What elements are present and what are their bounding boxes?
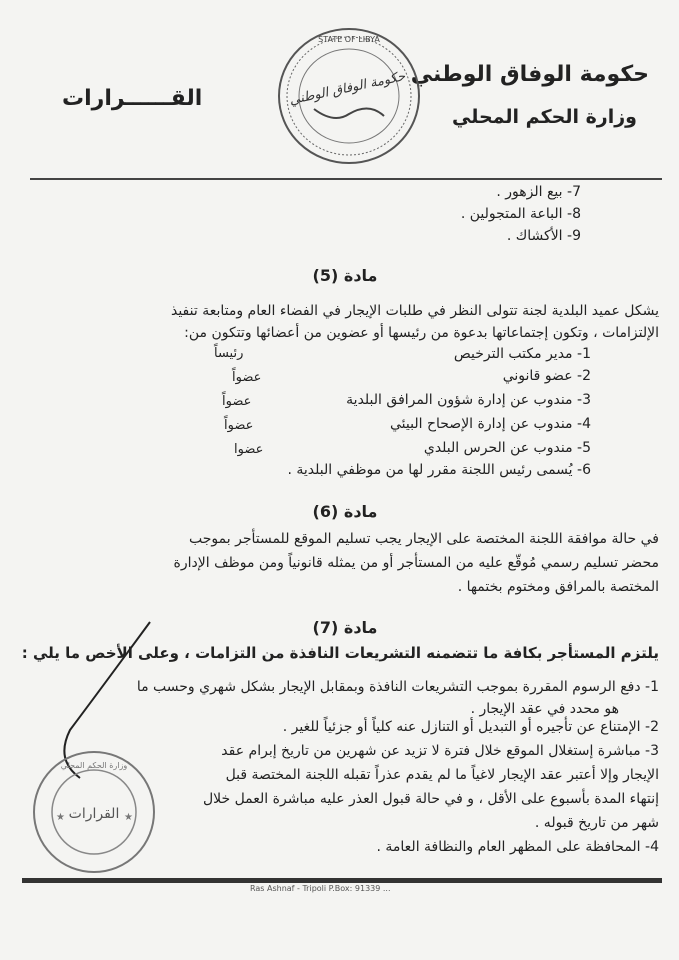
ministry-name: وزارة الحكم المحلي [452,106,637,128]
committee-member: 2- عضو قانوني [502,368,591,384]
section-title: القــــــرارات [62,86,203,111]
list-item: 9- الأكشاك . [506,228,581,244]
article-6-line3: المختصة بالمرافق ومختوم بختمها . [457,579,659,595]
stamp-ring-text: وزارة الحكم المحلي [60,761,128,770]
article-7-heading: مادة (7) [312,618,378,637]
article-7-item2: 2- الإمتناع عن تأجيره أو التبديل أو التنازل عنه كلياً أو جزئياً للغير . [282,719,659,735]
article-7-item3-line1: 3- مباشرة إستغلال الموقع خلال فترة لا تزيد عن شهرين من تاريخ إبرام عقد [221,743,659,759]
list-item: 8- الباعة المتجولين . [460,206,581,222]
seal-caption: حكومة الوفاق الوطني [288,69,407,109]
svg-text:★: ★ [56,812,65,823]
committee-role: عضواً [224,418,254,433]
header-divider [30,178,662,180]
article-7-item1-line2: هو محدد في عقد الإيجار . [470,701,619,717]
article-7-item4: 4- المحافظة على المظهر العام والنظافة العامة . [376,839,659,855]
committee-member: 1- مدير مكتب الترخيص [453,346,591,362]
committee-member: 5- مندوب عن الحرس البلدي [423,440,591,456]
committee-role: عضواً [232,370,262,385]
article-5-heading: مادة (5) [312,266,378,285]
article-7-item3-line2: الإيجار وإلا أعتبر عقد الإيجار لاغياً ما لم يقدم عذراً تقبله اللجنة المختصة قبل [225,767,659,783]
list-item: 7- بيع الزهور . [496,184,581,200]
article-7-item3-line4: شهر من تاريخ قبوله . [534,815,659,831]
committee-member: 4- مندوب عن إدارة الإصحاح البيئي [390,416,591,432]
committee-member: 3- مندوب عن إدارة شؤون المرافق البلدية [346,392,591,408]
footer-text: Ras Ashnaf - Tripoli P.Box: 91339 ... [250,884,391,893]
committee-role: عضواً [222,394,252,409]
article-5-intro-line1: يشكل عميد البلدية لجنة تتولى النظر في طلبات الإيجار في الفضاء العام ومتابعة تنفيذ [170,303,659,319]
article-7-intro: يلتزم المستأجر بكافة ما تتضمنه التشريعات النافذة من التزامات ، وعلى الأخص ما يلي : [21,644,659,662]
article-6-line2: محضر تسليم رسمي مُوقّع عليه من المستأجر أو من يمثله قانونياً ومن موظف الإدارة [173,555,659,571]
article-6-heading: مادة (6) [312,502,378,521]
government-name: حكومة الوفاق الوطني [410,62,649,87]
article-5-intro-line2: الإلتزامات ، وتكون إجتماعاتها بدعوة من رئيسها أو عضوين من أعضائها وتتكون من: [184,325,659,341]
state-seal-icon [274,24,424,168]
svg-text:★: ★ [124,812,133,823]
stamp-label: القرارات [68,806,120,822]
seal-text: STATE OF LIBYA [318,35,380,44]
committee-role: عضوا [234,442,264,457]
article-7-item3-line3: إنتهاء المدة بأسبوع على الأقل ، و في حالة قبول العذر عليه مباشرة العمل خلال [202,791,659,807]
committee-member: 6- يُسمى رئيس اللجنة مقرر لها من موظفي البلدية . [287,462,591,478]
footer-divider [22,878,662,883]
article-6-line1: في حالة موافقة اللجنة المختصة على الإيجار يجب تسليم الموقع للمستأجر بموجب [189,531,659,547]
committee-role: رئيساً [214,346,244,361]
article-7-item1-line1: 1- دفع الرسوم المقررة بموجب التشريعات النافذة وبمقابل الإيجار بشكل شهري وحسب ما [136,679,659,695]
ministry-stamp-icon [30,748,158,876]
